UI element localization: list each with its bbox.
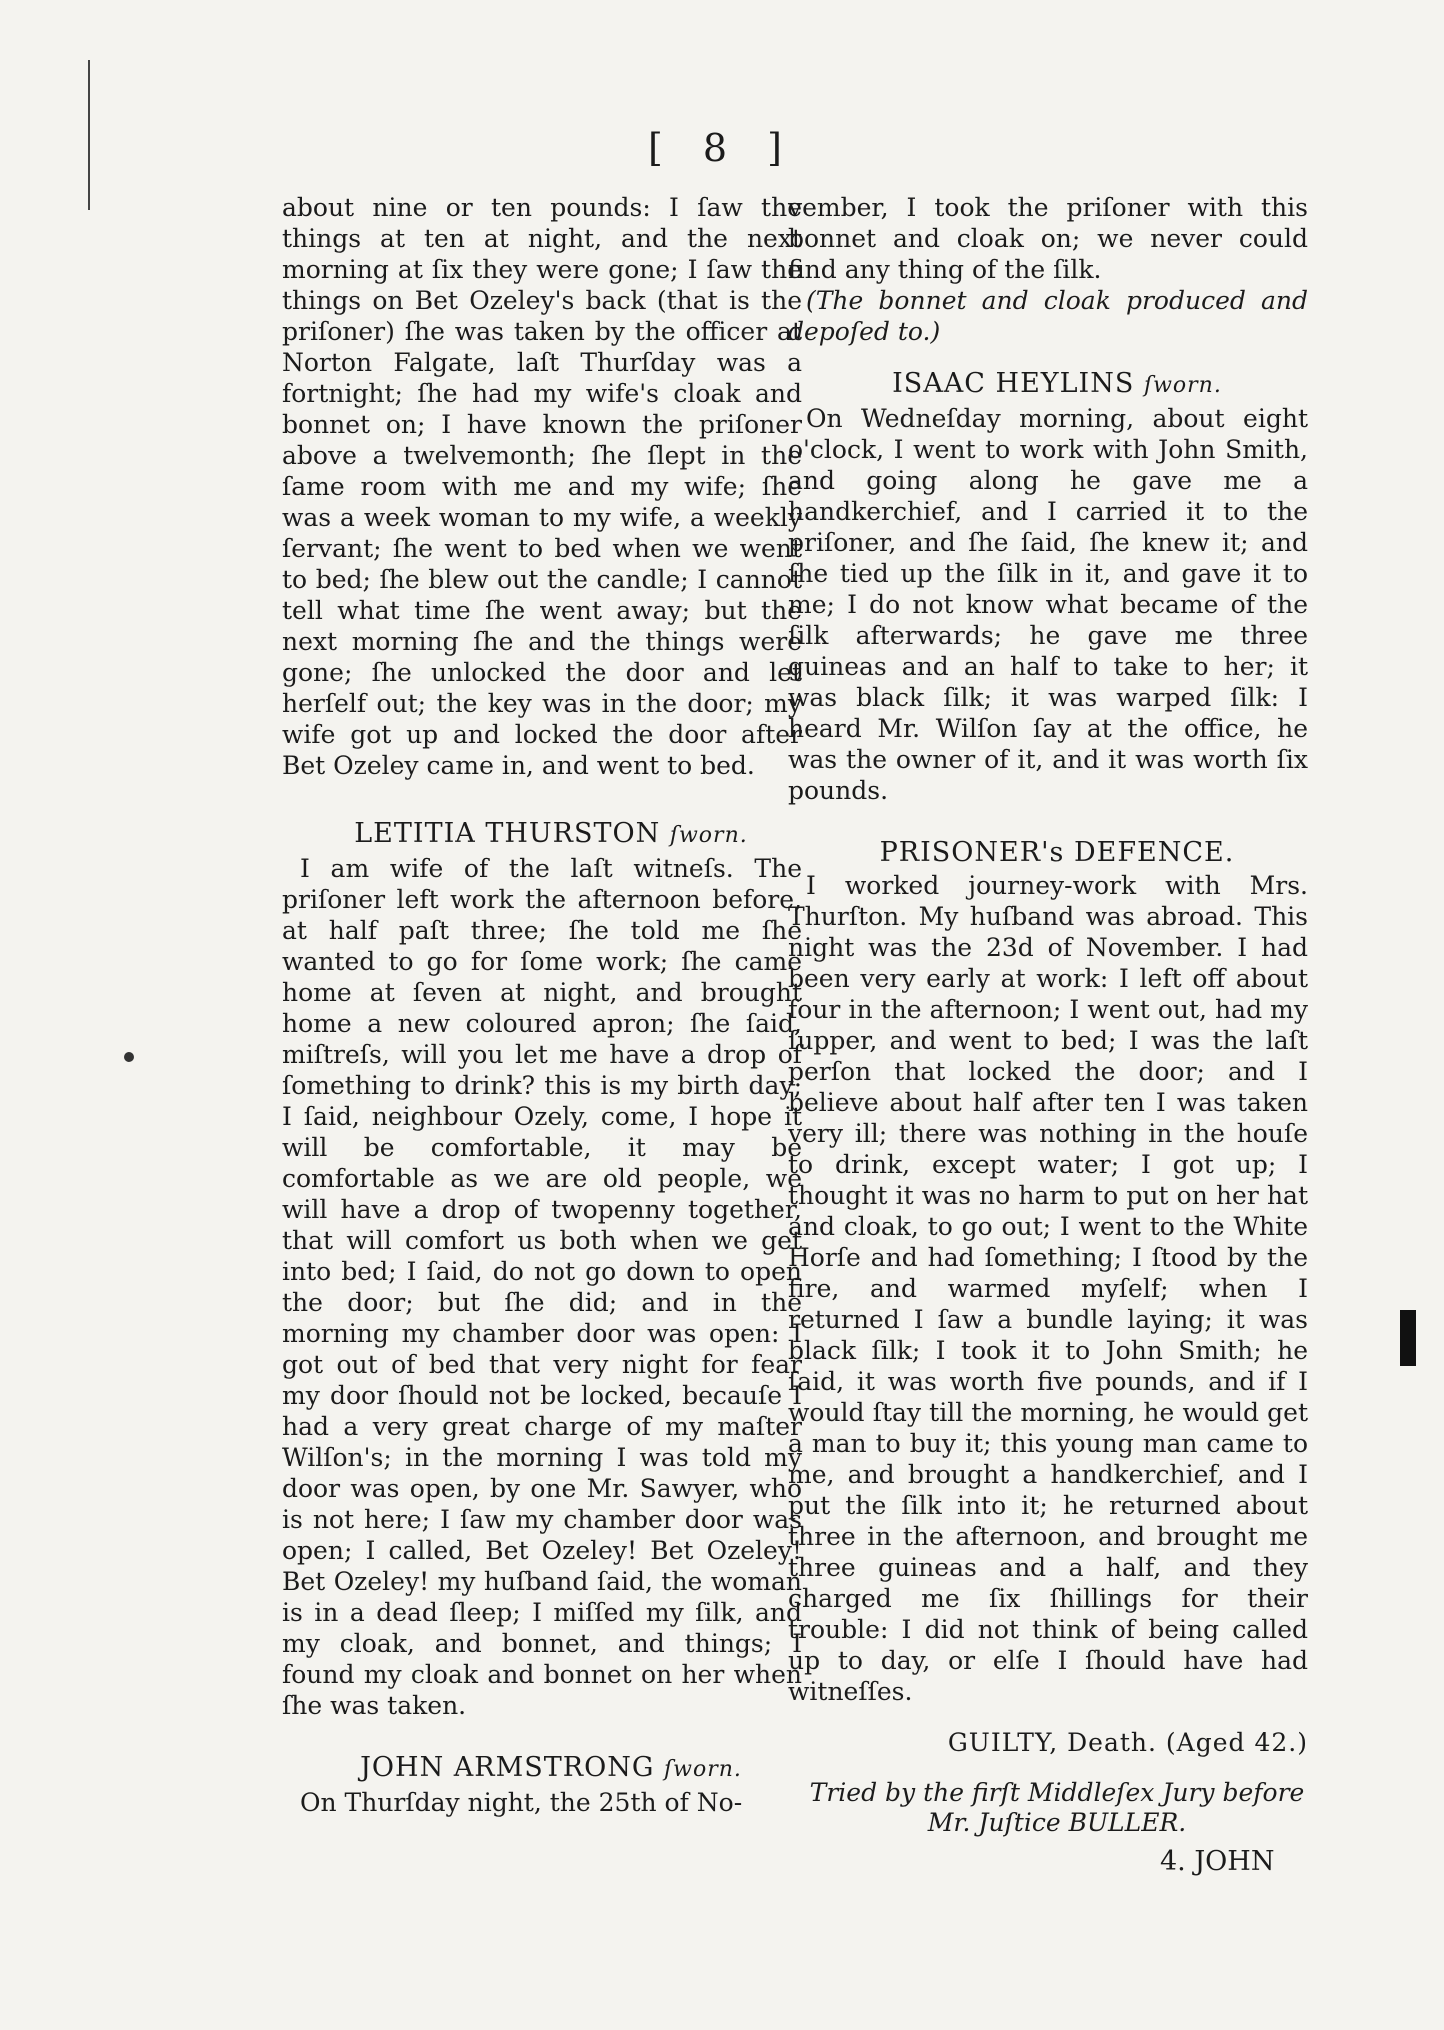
left-column [282, 192, 802, 1818]
defence-paragraph: I worked journey-work with Mrs. Thurſton. My huſband was abroad. This night was the 23d of November. I had been very early at work: I left off about four in the afternoon; I went out, had my ſupper, and went to bed; I was the laſt perſon that locked the door; and I believe about half after ten I was taken very ill; there was nothing in the houſe to drink, except water; I got up; I thought it was no harm to put on her hat and cloak, to go out; I went to the White Horſe and had ſomething; I ſtood by the fire, and warmed myſelf; when I returned I ſaw a bundle laying; it was black ſilk; I took it to John Smith; he ſaid, it was worth five pounds, and if I would ſtay till the morning, he would get a man to buy it; this young man came to me, and brought a handkerchief, and I put the ſilk into it; he returned about three in the afternoon, and brought me three guineas and a half, and they charged me ſix ſhillings for their trouble: I did not think of being called up to day, or elſe I ſhould have had witneſſes. [788, 871, 1308, 1706]
page-number: [ 8 ] [648, 126, 796, 170]
sworn-label: ſworn. [664, 1757, 742, 1782]
right-column [788, 192, 1308, 1838]
witness-heading [282, 1751, 802, 1787]
testimony-paragraph: I am wife of the laſt witneſs. The priſoner left work the afternoon before, at half paſt three; ſhe told me ſhe wanted to go for ſome work; ſhe came home at ſeven at night, and brought home a new coloured apron; ſhe ſaid, miſtreſs, will you let me have a drop of ſomething to drink? this is my birth day; I ſaid, neighbour Ozely, come, I hope it will be comfortable, it may be comfortable as we are old people, we will have a drop of twopenny together, that will comfort us both when we get into bed; I ſaid, do not go down to open the door; but ſhe did; and in the morning my chamber door was open: I got out of bed that very night for fear my door ſhould not be locked, becauſe I had a very great charge of my maſter Wilſon's; in the morning I was told my door was open, by one Mr. Sawyer, who is not here; I ſaw my chamber door was open; I called, Bet Ozeley! Bet Ozeley! Bet Ozeley! my huſband ſaid, the woman is in a dead ſleep; I miſſed my ſilk, and my cloak, and bonnet, and things; I found my cloak and bonnet on her when ſhe was taken. [282, 854, 802, 1720]
exhibit-note: (The bonnet and cloak produced and depoſed to.) [788, 286, 1308, 346]
witness-heading [788, 367, 1308, 403]
witness-name: JOHN ARMSTRONG [360, 1752, 655, 1783]
jury-line: Tried by the firſt Middleſex Jury before [809, 1778, 1305, 1807]
testimony-paragraph: about nine or ten pounds: I ſaw the things at ten at night, and the next morning at ſix they were gone; I ſaw the things on Bet Ozeley's back (that is the priſoner) ſhe was taken by the officer at Norton Falgate, laſt Thurſday was a fortnight; ſhe had my wife's cloak and bonnet on; I have known the priſoner above a twelvemonth; ſhe ſlept in the ſame room with me and my wife; ſhe was a week woman to my wife, a weekly ſervant; ſhe went to bed when we went to bed; ſhe blew out the candle; I cannot tell what time ſhe went away; but the next morning ſhe and the things were gone; ſhe unlocked the door and let herſelf out; the key was in the door; my wife got up and locked the door after Bet Ozeley came in, and went to bed. [282, 193, 802, 780]
testimony-paragraph: On Thurſday night, the 25th of No- [300, 1788, 743, 1817]
edge-ink-mark [1400, 1310, 1416, 1366]
witness-name: LETITIA THURSTON [354, 818, 661, 849]
verdict-line: GUILTY, Death. (Aged 42.) [947, 1728, 1308, 1757]
judge-line: Mr. Juſtice BULLER. [927, 1808, 1187, 1837]
sworn-label: ſworn. [669, 823, 748, 848]
testimony-paragraph: vember, I took the priſoner with this bonnet and cloak on; we never could find any thing of the ſilk. [788, 193, 1308, 284]
witness-name: ISAAC HEYLINS [892, 368, 1135, 399]
testimony-paragraph: On Wedneſday morning, about eight o'clock, I went to work with John Smith, and going along he gave me a handkerchief, and I carried it to the priſoner, and ſhe ſaid, ſhe knew it; and ſhe tied up the ſilk in it, and gave it to me; I do not know what became of the ſilk afterwards; he gave me three guineas and an half to take to her; it was black ſilk; it was warped ſilk: I heard Mr. Wilſon ſay at the office, he was the owner of it, and it was worth ſix pounds. [788, 404, 1308, 805]
ink-speck [124, 1052, 134, 1062]
witness-heading [282, 817, 802, 853]
defence-heading: PRISONER's DEFENCE. [879, 837, 1235, 868]
sworn-label: ſworn. [1143, 373, 1222, 398]
catchword: 4. JOHN [1160, 1846, 1275, 1877]
